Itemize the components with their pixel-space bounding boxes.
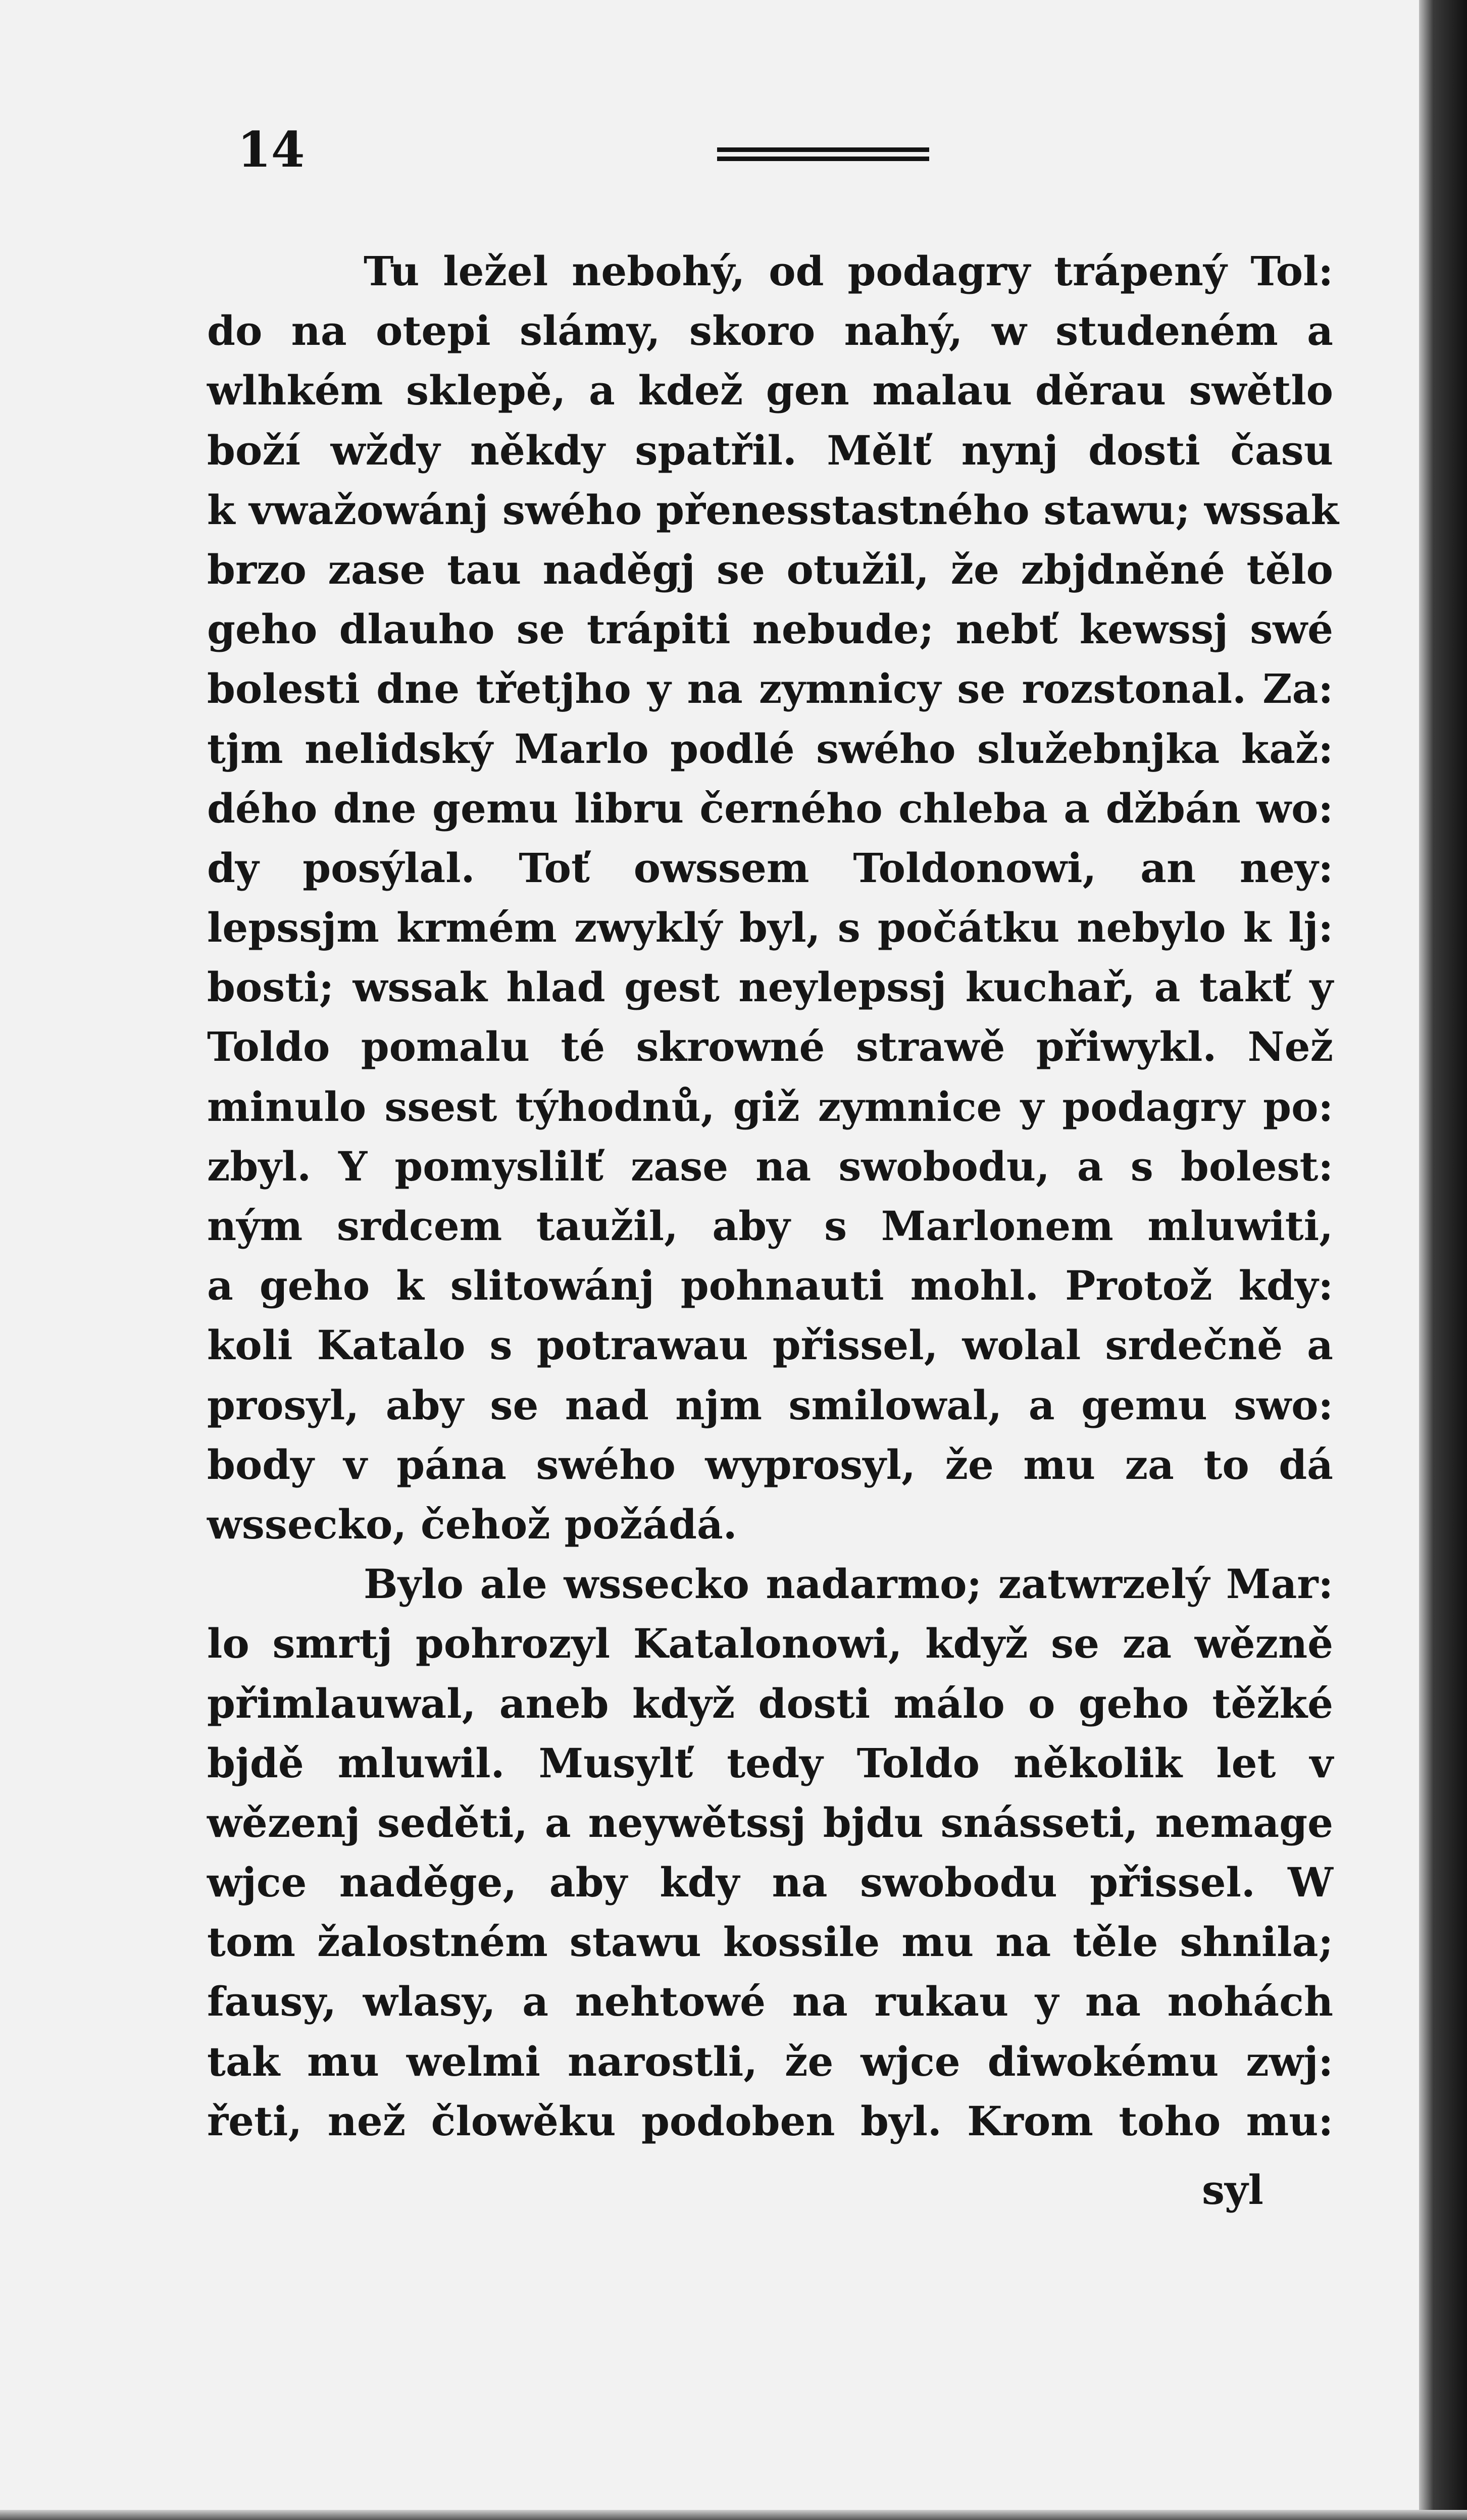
text-line: bolesti dne třetjho y na zymnicy se rozstonal. Za: — [207, 665, 1333, 713]
text-line: bosti; wssak hlad gest neylepssj kuchař, a takť y — [207, 963, 1333, 1011]
text-line: Bylo ale wssecko nadarmo; zatwrzelý Mar: — [364, 1560, 1333, 1608]
catchword: syl — [1202, 2166, 1263, 2214]
page-bottom-edge — [0, 2510, 1467, 2520]
text-line: wjce naděge, aby kdy na swobodu přissel. W — [207, 1859, 1333, 1907]
text-line: tak mu welmi narostli, že wjce diwokému zwj: — [207, 2037, 1333, 2085]
text-line: řeti, než člowěku podoben byl. Krom toho mu: — [207, 2097, 1333, 2145]
text-line: Tu ležel nebohý, od podagry trápený Tol: — [364, 247, 1333, 295]
text-line: wězenj seděti, a neywětssj bjdu snásseti, nemage — [207, 1798, 1333, 1846]
text-line: wssecko, čehož požádá. — [207, 1500, 737, 1548]
text-line: koli Katalo s potrawau přissel, wolal srdečně a — [207, 1321, 1333, 1369]
text-line: fausy, wlasy, a nehtowé na rukau y na nohách — [207, 1978, 1333, 2026]
text-line: ným srdcem taužil, aby s Marlonem mluwiti, — [207, 1202, 1333, 1250]
text-line: brzo zase tau naděgj se otužil, že zbjdněné tělo — [207, 545, 1333, 593]
text-line: přimlauwal, aneb když dosti málo o geho těžké — [207, 1679, 1333, 1727]
text-line: body v pána swého wyprosyl, že mu za to dá — [207, 1441, 1333, 1488]
text-line: tjm nelidský Marlo podlé swého služebnjka kaž: — [207, 725, 1333, 773]
text-line: do na otepi slámy, skoro nahý, w studeném a — [207, 307, 1333, 355]
header-rule-line-bottom — [717, 157, 929, 161]
header-rule-line-top — [717, 147, 929, 152]
text-line: a geho k slitowánj pohnauti mohl. Protož kdy: — [207, 1262, 1333, 1310]
text-line: wlhkém sklepě, a kdež gen malau děrau swětlo — [207, 367, 1333, 415]
header-ornament-rule — [717, 147, 929, 166]
text-line: minulo ssest týhodnů, giž zymnice y podagry po: — [207, 1083, 1333, 1130]
text-line: lo smrtj pohrozyl Katalonowi, když se za wězně — [207, 1620, 1333, 1668]
text-line: zbyl. Y pomyslilť zase na swobodu, a s bolest: — [207, 1142, 1333, 1190]
page-edge-shadow — [1419, 0, 1467, 2520]
text-line: dy posýlal. Toť owssem Toldonowi, an ney: — [207, 844, 1333, 892]
text-line: dého dne gemu libru černého chleba a džbán wo: — [207, 784, 1333, 832]
body-text — [207, 241, 1339, 2151]
page-number: 14 — [237, 121, 305, 178]
text-line: Toldo pomalu té skrowné strawě přiwykl. Než — [207, 1023, 1333, 1071]
text-line: prosyl, aby se nad njm smilowal, a gemu swo: — [207, 1381, 1333, 1429]
text-line: boží wždy někdy spatřil. Mělť nynj dosti času — [207, 426, 1333, 474]
text-line: tom žalostném stawu kossile mu na těle shnila; — [207, 1918, 1333, 1966]
text-line: lepssjm krmém zwyklý byl, s počátku nebylo k lj: — [207, 904, 1333, 952]
text-line: k vwažowánj swého přenesstastného stawu; wssak — [207, 486, 1339, 534]
text-line: bjdě mluwil. Musylť tedy Toldo několik let v — [207, 1739, 1333, 1787]
text-line: geho dlauho se trápiti nebude; nebť kewssj swé — [207, 605, 1333, 653]
